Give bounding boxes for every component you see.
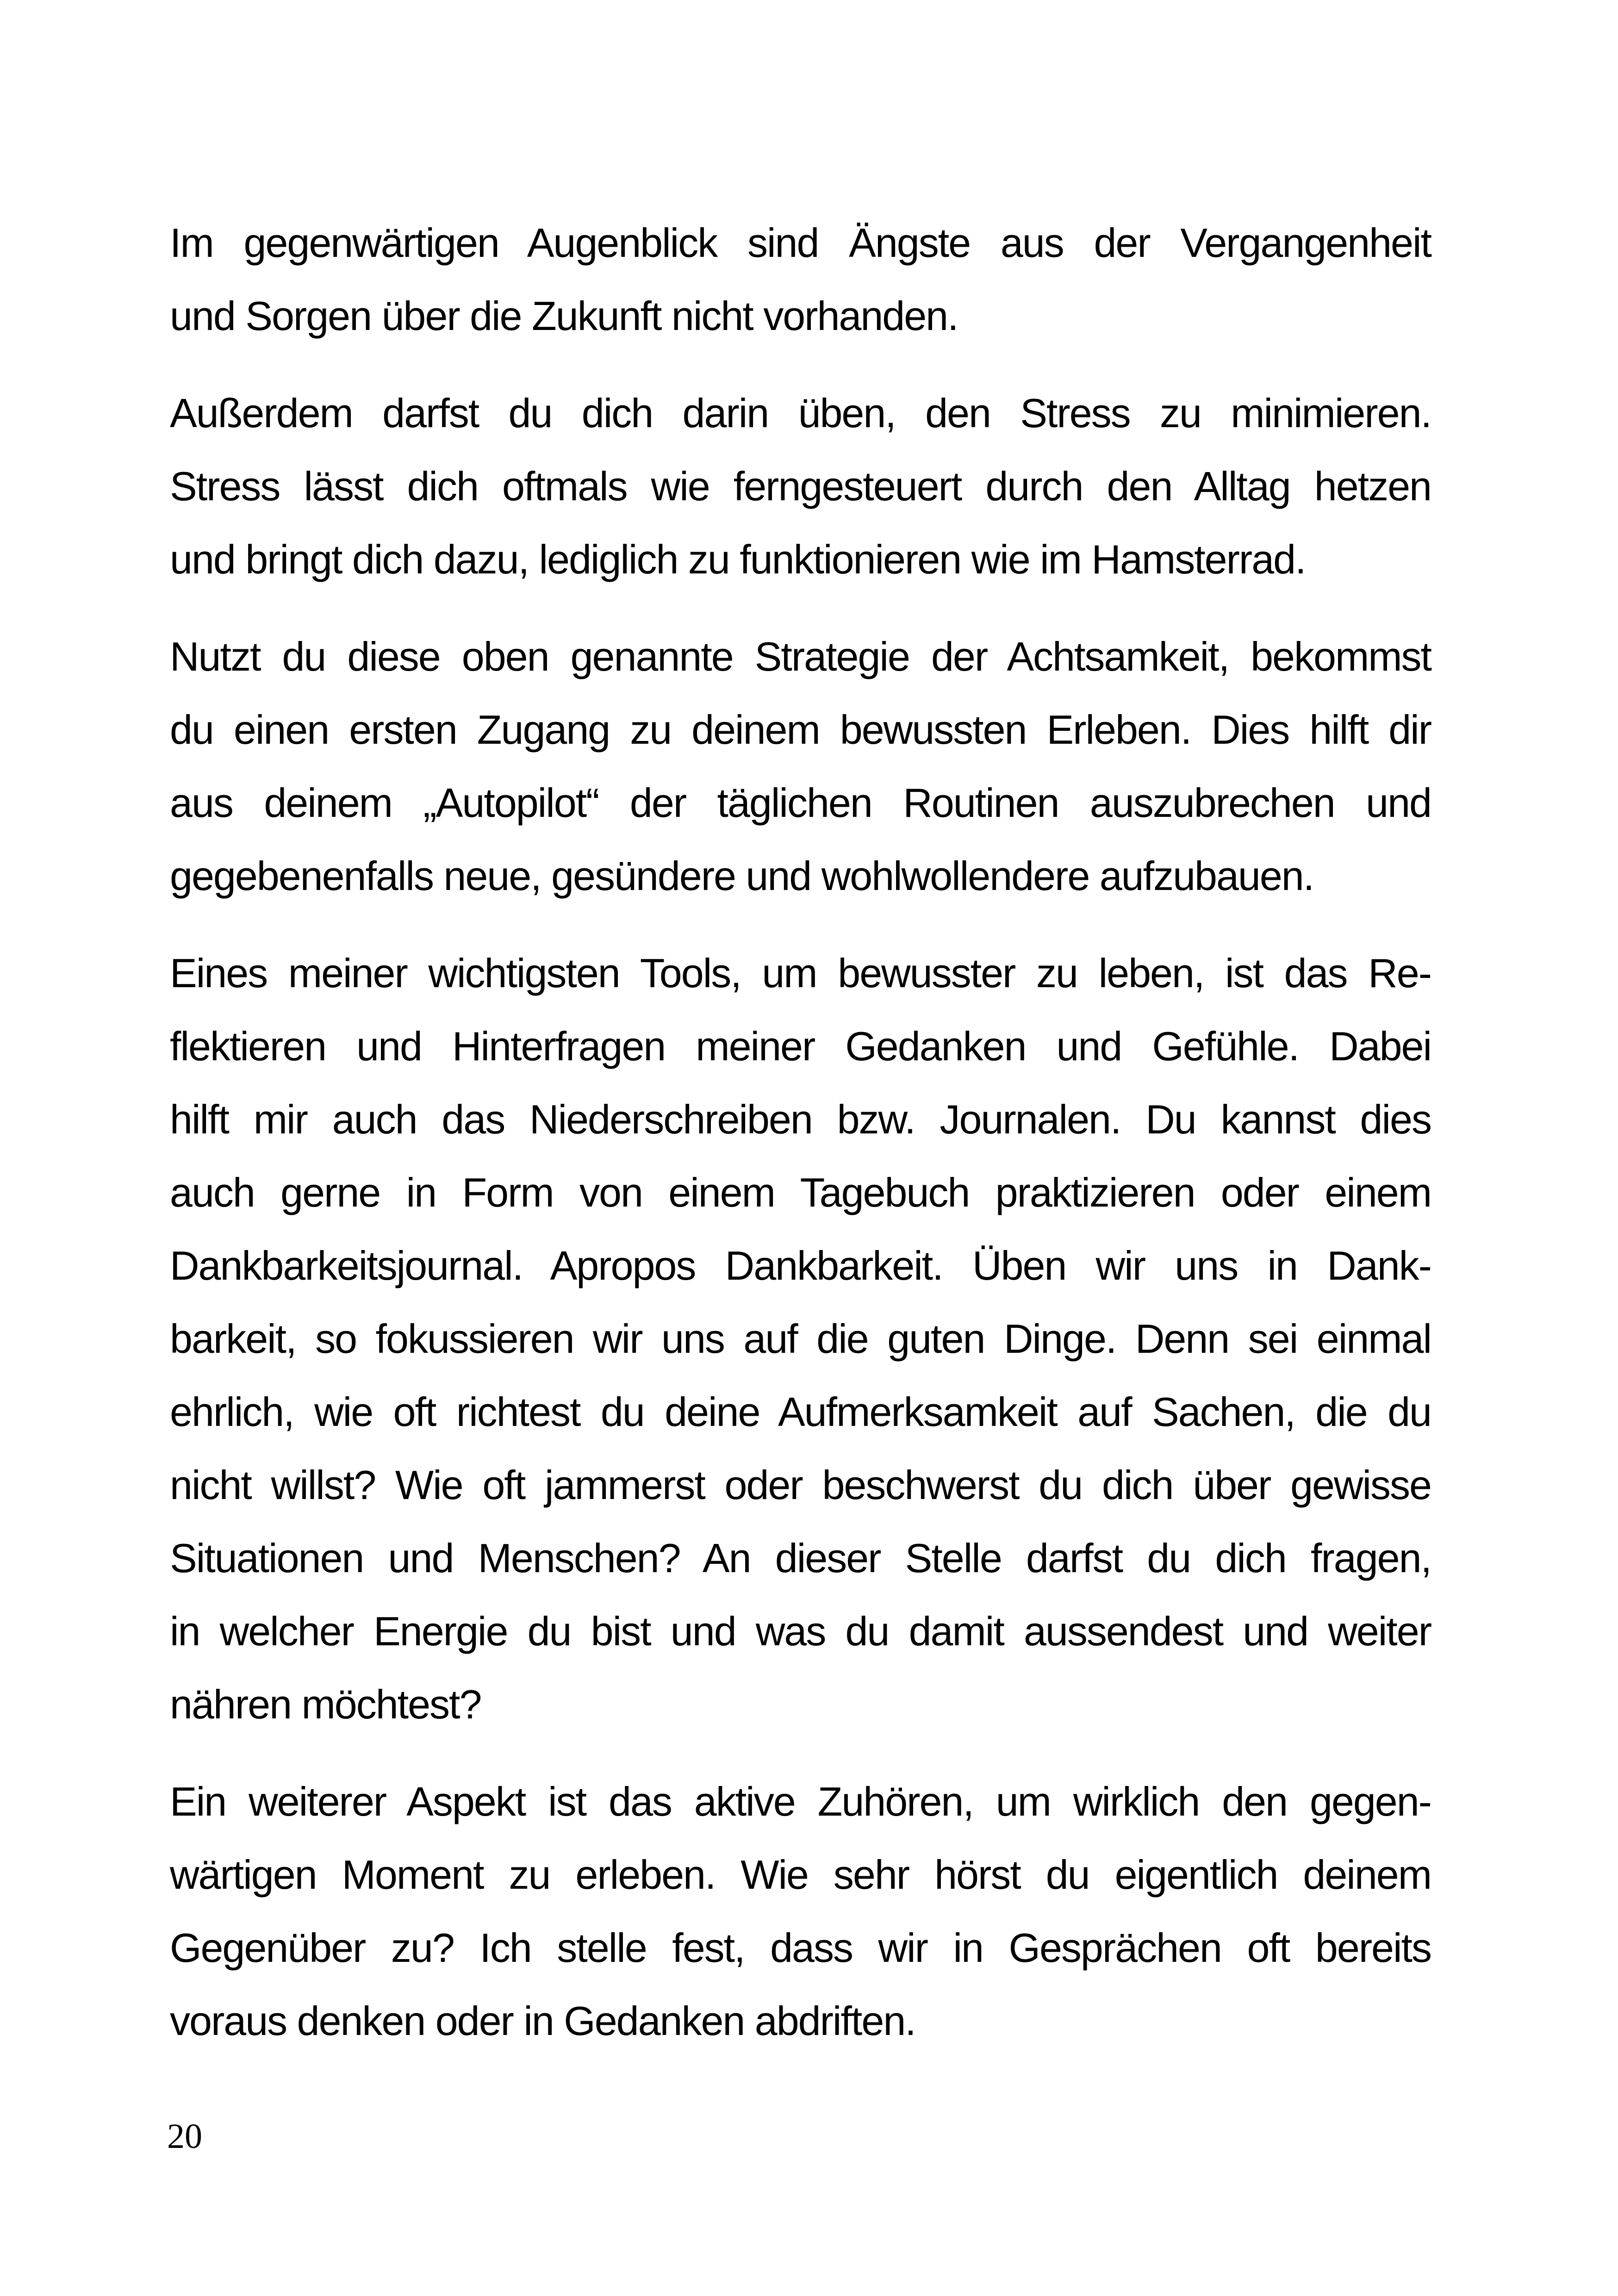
text-line: Ein weiterer Aspekt ist das aktive Zuhören, um wirklich den gegen- (170, 1779, 1431, 1824)
text-line: Eines meiner wichtigsten Tools, um bewusster zu leben, ist das Re- (170, 950, 1431, 996)
text-line: Stress lässt dich oftmals wie ferngesteuert durch den Alltag hetzen (170, 463, 1431, 509)
text-line: du einen ersten Zugang zu deinem bewussten Erleben. Dies hilft dir (170, 707, 1431, 753)
text-line: Situationen und Menschen? An dieser Stelle darfst du dich fragen, (170, 1535, 1431, 1581)
text-line: nähren möchtest? (170, 1681, 481, 1727)
paragraph (170, 206, 1431, 353)
text-line: Im gegenwärtigen Augenblick sind Ängste aus der Vergangenheit (170, 220, 1431, 266)
text-line: aus deinem „Autopilot“ der täglichen Routinen auszubrechen und (170, 780, 1431, 826)
paragraph (170, 620, 1431, 913)
text-line: Gegenüber zu? Ich stelle fest, dass wir in Gesprächen oft bereits (170, 1925, 1431, 1971)
paragraph (170, 937, 1431, 1741)
page-number: 20 (167, 2117, 202, 2156)
text-line: Dankbarkeitsjournal. Apropos Dankbarkeit. Üben wir uns in Dank- (170, 1243, 1431, 1288)
text-line: voraus denken oder in Gedanken abdriften. (170, 1998, 915, 2044)
text-line: barkeit, so fokussieren wir uns auf die guten Dinge. Denn sei einmal (170, 1316, 1431, 1362)
text-line: flektieren und Hinterfragen meiner Gedanken und Gefühle. Dabei (170, 1023, 1431, 1069)
text-line: in welcher Energie du bist und was du damit aussendest und weiter (170, 1608, 1431, 1654)
text-line: gegebenenfalls neue, gesündere und wohlwollendere aufzubauen. (170, 853, 1314, 899)
body-text (170, 206, 1431, 2058)
text-line: wärtigen Moment zu erleben. Wie sehr hörst du eigentlich deinem (170, 1852, 1431, 1898)
text-line: ehrlich, wie oft richtest du deine Aufmerksamkeit auf Sachen, die du (170, 1389, 1431, 1435)
paragraph (170, 377, 1431, 596)
text-line: und Sorgen über die Zukunft nicht vorhanden. (170, 293, 958, 339)
text-line: Nutzt du diese oben genannte Strategie der Achtsamkeit, bekommst (170, 634, 1431, 679)
text-line: hilft mir auch das Niederschreiben bzw. Journalen. Du kannst dies (170, 1096, 1431, 1142)
paragraph (170, 1765, 1431, 2058)
text-line: Außerdem darfst du dich darin üben, den Stress zu minimieren. (170, 390, 1431, 436)
text-line: nicht willst? Wie oft jammerst oder beschwerst du dich über gewisse (170, 1462, 1431, 1508)
text-line: auch gerne in Form von einem Tagebuch praktizieren oder einem (170, 1170, 1431, 1215)
text-line: und bringt dich dazu, lediglich zu funktionieren wie im Hamsterrad. (170, 536, 1306, 582)
